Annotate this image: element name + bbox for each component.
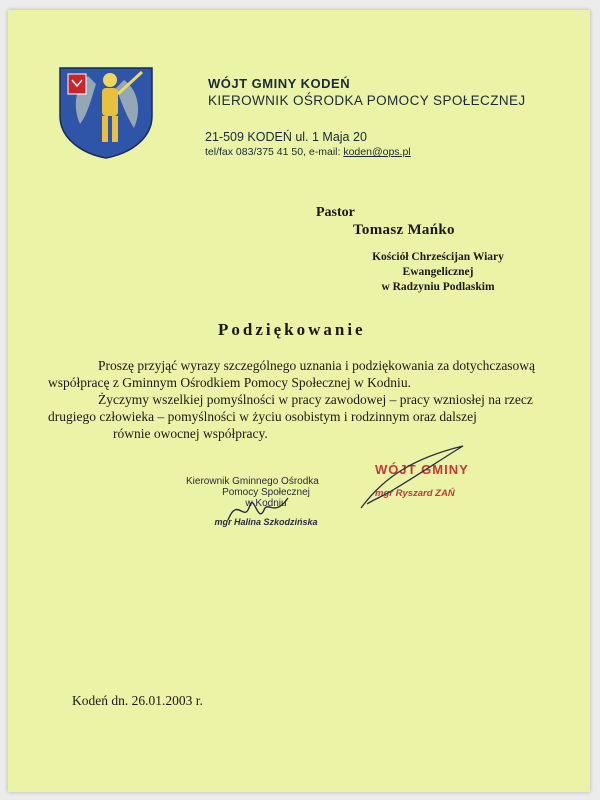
recipient-church xyxy=(338,250,538,295)
header-address: 21-509 KODEŃ ul. 1 Maja 20 xyxy=(205,130,367,144)
header-subtitle: KIEROWNIK OŚRODKA POMOCY SPOŁECZNEJ xyxy=(208,93,526,108)
paragraph: Życzymy wszelkiej pomyślności w pracy zawodowej – pracy wzniosłej na rzecz drugiego człowieka – pomyślności w życiu osobistym i rodzinnym oraz dalszej xyxy=(48,392,533,424)
contact-phone: tel/fax 083/375 41 50, e-mail: xyxy=(205,146,344,158)
stamp-signatory: mgr Ryszard ZAŃ xyxy=(375,488,455,499)
recipient-title: Pastor xyxy=(316,205,355,220)
church-line: Ewangelicznej xyxy=(402,266,474,278)
letter-page xyxy=(8,10,590,792)
stamp-line: w Kodniu xyxy=(245,498,287,509)
header-title: WÓJT GMINY KODEŃ xyxy=(208,76,351,91)
letter-heading: Podziękowanie xyxy=(218,320,366,339)
paragraph: Proszę przyjąć wyrazy szczególnego uznania i podziękowania za dotychczasową współpracę z Gminnym Ośrodkiem Pomocy Społecznej w Kodniu. xyxy=(48,358,536,390)
stamp-signatory: mgr Halina Szkodzińska xyxy=(214,517,318,527)
header-contact xyxy=(205,146,411,158)
signature-icon xyxy=(218,490,298,530)
email-link[interactable]: koden@ops.pl xyxy=(343,146,411,158)
recipient-name: Tomasz Mańko xyxy=(353,222,455,238)
stamp-line: Kierownik Gminnego Ośrodka xyxy=(186,476,319,487)
stamp-line: Pomocy Społecznej xyxy=(222,487,310,498)
paragraph: równie owocnej współpracy. xyxy=(113,426,268,441)
letter-body xyxy=(48,357,548,442)
stamp-title: WÓJT GMINY xyxy=(375,462,469,477)
letter-date: Kodeń dn. 26.01.2003 r. xyxy=(72,693,203,708)
coat-of-arms-icon xyxy=(58,66,154,160)
church-line: Kościół Chrześcijan Wiary xyxy=(372,251,504,263)
church-line: w Radzyniu Podlaskim xyxy=(381,281,495,293)
signature-icon xyxy=(353,438,473,518)
